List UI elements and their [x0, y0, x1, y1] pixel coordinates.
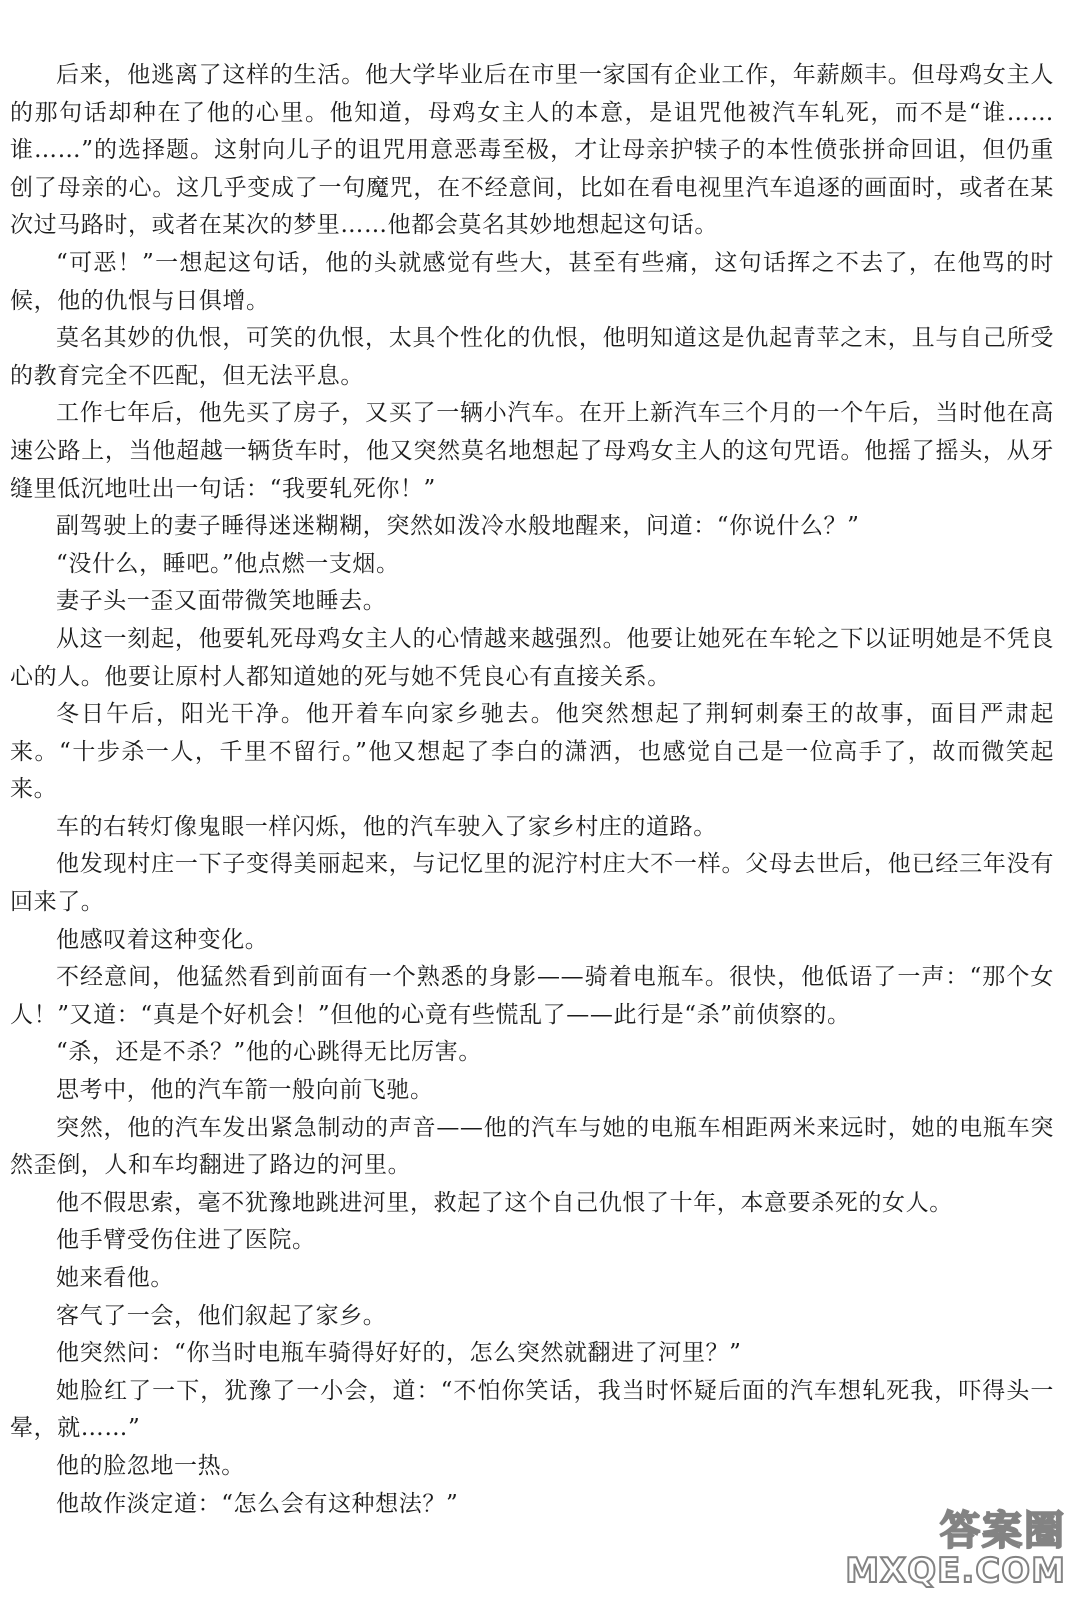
paragraph: 冬日午后，阳光干净。他开着车向家乡驰去。他突然想起了荆轲刺秦王的故事，面目严肃起来。“十步杀一人，千里不留行。”他又想起了李白的潇洒，也感觉自己是一位高手了，故而微笑起来。 [10, 701, 1054, 803]
paragraph: 后来，他逃离了这样的生活。他大学毕业后在市里一家国有企业工作，年薪颇丰。但母鸡女主人的那句话却种在了他的心里。他知道，母鸡女主人的本意，是诅咒他被汽车轧死，而不是“谁……谁……”的选择题。这射向儿子的诅咒用意恶毒至极，才让母亲护犊子的本性偾张拼命回诅，但仍重创了母亲的心。这几乎变成了一句魔咒，在不经意间，比如在看电视里汽车追逐的画面时，或者在某次过马路时，或者在某次的梦里……他都会莫名其妙地想起这句话。 [10, 62, 1054, 239]
paragraph: 副驾驶上的妻子睡得迷迷糊糊，突然如泼冷水般地醒来，问道：“你说什么？” [56, 513, 860, 540]
paragraph: 客气了一会，他们叙起了家乡。 [56, 1302, 387, 1329]
site-watermark [845, 1499, 1066, 1591]
paragraph: “杀，还是不杀？”他的心跳得无比厉害。 [56, 1039, 482, 1066]
paragraph: 莫名其妙的仇恨，可笑的仇恨，太具个性化的仇恨，他明知道这是仇起青苹之末，且与自己所受的教育完全不匹配，但无法平息。 [10, 325, 1054, 389]
paragraph: 他不假思索，毫不犹豫地跳进河里，救起了这个自己仇恨了十年，本意要杀死的女人。 [56, 1189, 953, 1216]
paragraph: 妻子头一歪又面带微笑地睡去。 [56, 588, 387, 615]
paragraph: 她来看他。 [56, 1265, 174, 1291]
paragraph: 不经意间，他猛然看到前面有一个熟悉的身影——骑着电瓶车。很快，他低语了一声：“那个女人！”又道：“真是个好机会！”但他的心竟有些慌乱了——此行是“杀”前侦察的。 [10, 964, 1054, 1028]
watermark-site-text: MXQE.COM [845, 1551, 1066, 1591]
paragraph: “可恶！”一想起这句话，他的头就感觉有些大，甚至有些痛，这句话挥之不去了，在他骂的时候，他的仇恨与日俱增。 [10, 249, 1054, 314]
paragraph: 她脸红了一下，犹豫了一小会，道：“不怕你笑话，我当时怀疑后面的汽车想轧死我，吓得头一晕，就……” [10, 1377, 1054, 1442]
paragraph: 他的脸忽地一热。 [56, 1452, 245, 1479]
paragraph: 车的右转灯像鬼眼一样闪烁，他的汽车驶入了家乡村庄的道路。 [56, 813, 717, 840]
watermark-logo: 答案圈 [940, 1508, 1066, 1554]
story-text [10, 57, 1054, 1523]
paragraph: 他突然问：“你当时电瓶车骑得好好的，怎么突然就翻进了河里？” [56, 1340, 742, 1367]
paragraph: 思考中，他的汽车箭一般向前飞驰。 [56, 1077, 434, 1104]
paragraph: “没什么，睡吧。”他点燃一支烟。 [56, 550, 400, 577]
paragraph: 工作七年后，他先买了房子，又买了一辆小汽车。在开上新汽车三个月的一个午后，当时他在高速公路上，当他超越一辆货车时，他又突然莫名地想起了母鸡女主人的这句咒语。他摇了摇头，从牙缝里低沉地吐出一句话：“我要轧死你！” [10, 400, 1054, 502]
paragraph: 从这一刻起，他要轧死母鸡女主人的心情越来越强烈。他要让她死在车轮之下以证明她是不凭良心的人。他要让原村人都知道她的死与她不凭良心有直接关系。 [10, 625, 1054, 690]
paragraph: 突然，他的汽车发出紧急制动的声音——他的汽车与她的电瓶车相距两米来远时，她的电瓶车突然歪倒，人和车均翻进了路边的河里。 [10, 1114, 1054, 1179]
paragraph: 他发现村庄一下子变得美丽起来，与记忆里的泥泞村庄大不一样。父母去世后，他已经三年没有回来了。 [10, 851, 1054, 916]
paragraph: 他手臂受伤住进了医院。 [56, 1227, 316, 1254]
paragraph: 他故作淡定道：“怎么会有这种想法？” [56, 1490, 459, 1517]
paragraph: 他感叹着这种变化。 [56, 926, 269, 953]
